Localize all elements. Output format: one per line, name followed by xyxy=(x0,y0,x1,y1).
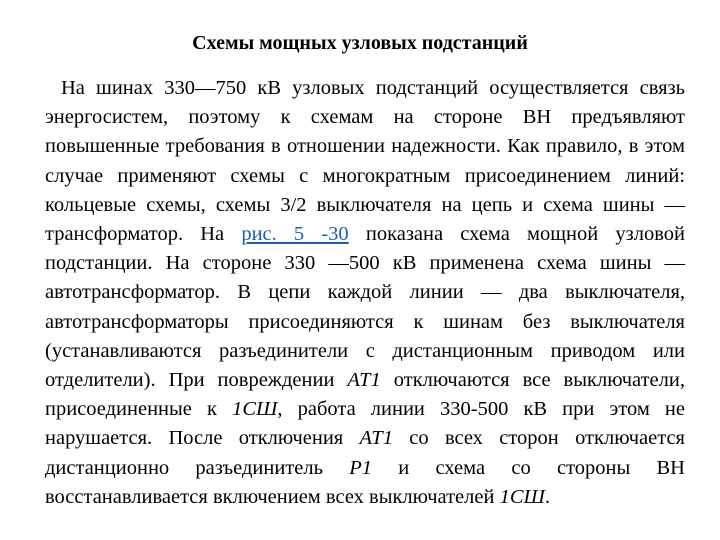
body-paragraph xyxy=(45,74,685,512)
text-segment: На шинах 330—750 кВ узловых подстанций осуществляется связь энергосистем, поэтому к схемам на стороне ВН предъявляют повышенные требования в отношении надежности. Как правило, в этом случае применяют схемы с многократным присоединением линий: кольцевые схемы, схемы 3/2 выключателя на цепь и схема шины — трансформатор. На xyxy=(45,77,685,246)
text-segment: отключаются все выключатели, присоединенные к xyxy=(45,369,685,421)
text-segment: со всех сторон отключается дистанционно разъединитель xyxy=(45,427,685,479)
figure-link[interactable]: рис. 5 -30 xyxy=(241,223,349,246)
autotransformer-label: АТ1 xyxy=(347,369,381,392)
page-title: Схемы мощных узловых подстанций xyxy=(192,32,528,54)
disconnector-label: Р1 xyxy=(349,456,372,479)
text-segment: , работа линии 330-500 кВ при этом не нарушается. После отключения xyxy=(45,398,685,450)
autotransformer-label: АТ1 xyxy=(359,427,393,450)
text-segment: показана схема мощной узловой подстанции. На стороне 330 —500 кВ применена схема шины — автотрансформатор. В цепи каждой линии — два выключателя, автотрансформаторы присоединяются к шинам без выключателя (устанавливаются разъединители с дистанционным приводом или отделители). При повреждении xyxy=(45,223,685,392)
paragraph-text xyxy=(45,74,685,512)
text-segment: . xyxy=(544,485,550,508)
busbar-label: 1СШ xyxy=(499,485,545,508)
text-segment: и схема со стороны ВН восстанавливается включением всех выключателей xyxy=(45,456,685,508)
busbar-label: 1СШ xyxy=(232,398,278,421)
